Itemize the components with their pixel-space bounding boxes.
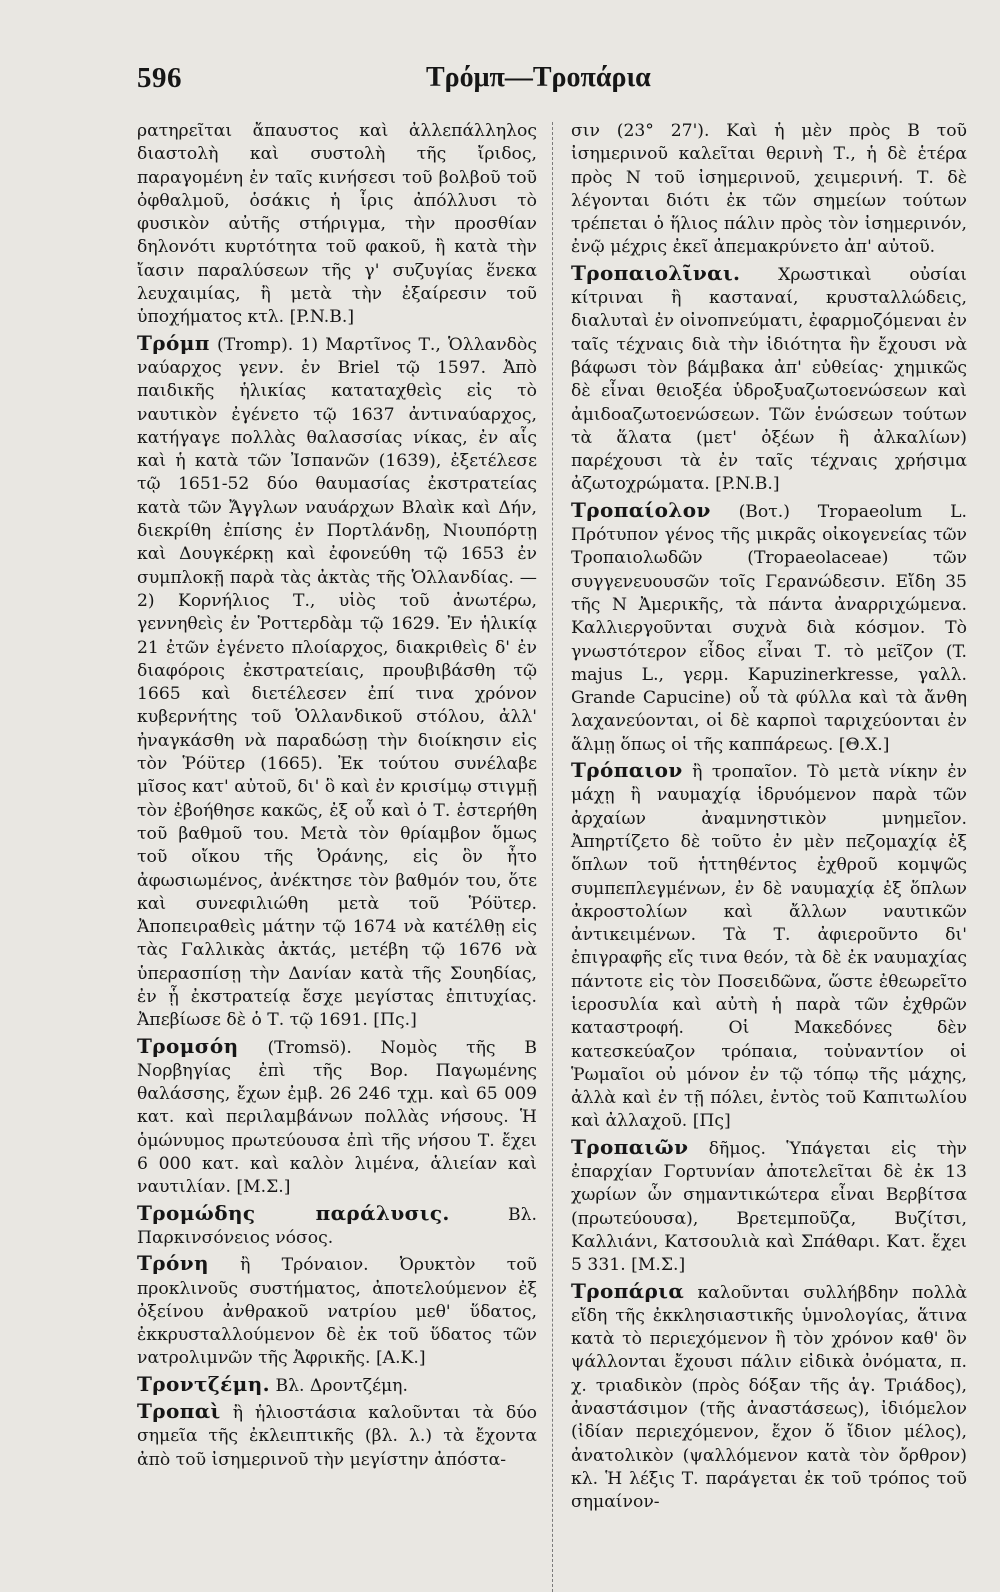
entry-tropaiolon xyxy=(571,499,967,757)
entry-trontzemi xyxy=(137,1373,537,1398)
entry-headword: Τροπαιῶν xyxy=(571,1134,689,1159)
entry-headword: Τρόπαιον xyxy=(571,758,683,783)
entry-tromso xyxy=(137,1035,537,1200)
entry-headword: Τρομσόη xyxy=(137,1033,239,1058)
entry-text: Βλ. Παρκινσόνειος νόσος. xyxy=(137,1204,538,1248)
entry-headword: Τρόμπ xyxy=(137,330,210,355)
entry-text: δῆμος. Ὑπάγεται εἰς τὴν ἐπαρχίαν Γορτυνίαν ἀποτελεῖται δὲ ἐκ 13 χωρίων ὧν σημαντικώτερα εἶναι Βερβίτσα (πρωτεύουσα), Βρετεμποῦζα, Βυζίτσι, Καλλιάνι, Κατσουλιὰ καὶ Σπάθαρι. Κατ. ἔχει 5 331. [Μ.Σ.] xyxy=(571,1138,967,1276)
entry-headword: Τροπαὶ xyxy=(137,1399,221,1424)
entry-text: ρατηρεῖται ἄπαυστος καὶ ἀλλεπάλληλος διαστολὴ καὶ συστολὴ τῆς ἴριδος, παραγομένη ἐν ταῖς κινήσεσι τοῦ βολβοῦ τοῦ ὀφθαλμοῦ, ὁσάκις ἡ ἶρις ἀπόλλυσι τὸ φυσικὸν αὐτῆς στήριγμα, τὴν προσθίαν δηλονότι κυρτότητα τοῦ φακοῦ, ἢ κατὰ τὴν ἴασιν παραλύσεων τῆς γ' συζυγίας ἕνεκα λευχαιμίας, ἢ μετὰ τὴν ἐξαίρεσιν τοῦ ὑποχήματος κτλ. [P.N.B.] xyxy=(137,121,537,328)
entry-text: καλοῦνται συλλήβδην πολλὰ εἴδη τῆς ἐκκλησιαστικῆς ὑμνολογίας, ἅτινα κατὰ τὸ περιεχόμενον ἢ τὸν χρόνον καθ' ὃν ψάλλονται ἔχουσι πάλιν εἰδικὰ ὀνόματα, π. χ. τριαδικὸν (πρὸς δόξαν τῆς ἁγ. Τριάδος), ἀναστάσιμον (τῆς ἀναστάσεως), ἰδιόμελον (ἰδίαν περιεχόμενον, ἔχον ὅ ἴδιον μέλος), ἀνατολικὸν (ψαλλόμενον κατὰ τὸν ὄρθρον) κλ. Ἡ λέξις Τ. παράγεται ἐκ τοῦ τρόπος τοῦ σημαίνον- xyxy=(571,1282,967,1513)
entry-text: ἢ τροπαῖον. Τὸ μετὰ νίκην ἐν μάχῃ ἢ ναυμαχίᾳ ἱδρυόμενον παρὰ τῶν ἀρχαίων ἀναμνηστικὸν μνημεῖον. Ἀπηρτίζετο δὲ τοῦτο ἐν μὲν πεζομαχίᾳ ἐξ ὅπλων τοῦ ἡττηθέντος ἐχθροῦ κομψῶς συμπεπλεγμένων, ἐν δὲ ναυμαχίᾳ ἐξ ὅπλων ἀκροστολίων καὶ ἄλλων ναυτικῶν ἀντικειμένων. Τὰ Τ. ἀφιεροῦντο δι' ἐπιγραφῆς εἴς τινα θεόν, τὰ δὲ ἐκ ναυμαχίας πάντοτε εἰς τὸν Ποσειδῶνα, ὥστε ἐθεωρεῖτο ἱεροσυλία καὶ αὐτὴ ἡ παρὰ τῶν ἐχθρῶν καταστροφή. Οἱ Μακεδόνες δὲν κατεσκεύαζον τρόπαια, τοὐναντίον οἱ Ῥωμαῖοι οὐ μόνον ἐν τῷ τόπῳ τῆς μάχης, ἀλλὰ καὶ ἐν τῇ πόλει, ἐντὸς τοῦ Καπιτωλίου καὶ ἀλλαχοῦ. [Πς] xyxy=(571,762,968,1132)
entry-troni xyxy=(137,1252,537,1370)
entry-headword: Τροπάρια xyxy=(571,1278,685,1303)
left-column xyxy=(137,118,537,1474)
running-head: Τρόμπ—Τροπάρια xyxy=(426,62,651,93)
entry-text: (Tromp). 1) Μαρτῖνος Τ., Ὁλλανδὸς ναύαρχος γενν. ἐν Briel τῷ 1597. Ἀπὸ παιδικῆς ἡλικίας καταταχθεὶς εἰς τὸ ναυτικὸν ἐγένετο τῷ 1637 ἀντιναύαρχος, κατήγαγε πολλὰς θαλασσίας νίκας, ἐν αἷς καὶ ἡ κατὰ τῶν Ἰσπανῶν (1639), ἐξετέλεσε τῷ 1651-52 δύο θαυμασίας ἐκστρατείας κατὰ τῶν Ἄγγλων ναυάρχων Βλαὶκ καὶ Δήν, διεκρίθη ἐπίσης ἐν Πορτλάνδῃ, Νιουπόρτῃ καὶ Δουγκέρκῃ καὶ ἐφονεύθη τῷ 1653 ἐν συμπλοκῇ παρὰ τὰς ἀκτὰς τῆς Ὁλλανδίας. — 2) Κορνήλιος Τ., υἱὸς τοῦ ἀνωτέρω, γεννηθεὶς ἐν Ῥοττερδὰμ τῷ 1629. Ἐν ἡλικίᾳ 21 ἐτῶν ἐγένετο πλοίαρχος, διακριθεὶς δ' ἐν διαφόροις ἐκστρατείαις, προυβιβάσθη τῷ 1665 καὶ διετέλεσεν ἐπί τινα χρόνον κυβερνήτης τοῦ Ὁλλανδικοῦ στόλου, ἀλλ' ἠναγκάσθη νὰ παραδώσῃ τὴν διοίκησιν εἰς τὸν Ῥόϋτερ (1665). Ἐκ τούτου συνέλαβε μῖσος κατ' αὐτοῦ, δι' ὃ καὶ ἐν κρισίμῳ στιγμῇ τὸν ἐβοήθησε κακῶς, ἐξ οὗ καὶ ὁ Τ. ἐστερήθη τοῦ βαθμοῦ του. Μετὰ τὸν θρίαμβον ὅμως τοῦ οἴκου τῆς Ὀράνης, εἰς ὃν ἦτο ἀφωσιωμένος, ἀνέκτησε τὸν βαθμόν του, ὅτε καὶ συνεφιλιώθη μετὰ τοῦ Ῥόϋτερ. Ἀποπειραθεὶς μάτην τῷ 1674 νὰ κατέλθῃ εἰς τὰς Γαλλικὰς ἀκτάς, μετέβη τῷ 1676 νὰ ὑπερασπίσῃ τὴν Δανίαν κατὰ τῆς Σουηδίας, ἐν ᾗ ἐκστρατείᾳ ἔσχε μεγίστας ἐπιτυχίας. Ἀπεβίωσε δὲ ὁ Τ. τῷ 1691. [Πς.] xyxy=(137,334,537,1031)
entry-headword: Τροπαίολον xyxy=(571,497,711,522)
entry-text: ἢ ἡλιοστάσια καλοῦνται τὰ δύο σημεῖα τῆς ἐκλειπτικῆς (βλ. λ.) τὰ ἔχοντα ἀπὸ τοῦ ἰσημερινοῦ τὴν μεγίστην ἀπόστα- xyxy=(137,1403,537,1470)
right-column xyxy=(571,118,967,1517)
entry-headword: Τρόνη xyxy=(137,1251,209,1276)
entry-tromodis-paralysis xyxy=(137,1202,537,1251)
entry-continuation-left xyxy=(137,118,537,330)
entry-headword: Τροπαιολῖναι. xyxy=(571,260,741,285)
entry-troparia xyxy=(571,1280,967,1515)
entry-text: σιν (23° 27'). Καὶ ἡ μὲν πρὸς Β τοῦ ἰσημερινοῦ καλεῖται θερινὴ Τ., ἡ δὲ ἑτέρα πρὸς Ν τοῦ ἰσημερινοῦ, χειμερινή. Τ. δὲ λέγονται διότι ἐκ τῶν σημείων τούτων τρέπεται ὁ ἥλιος πάλιν πρὸς τὸν ἰσημερινόν, ἐνῷ μέχρις ἐκεῖ ἀπεμακρύνετο ἀπ' αὐτοῦ. xyxy=(571,121,967,258)
entry-tromp xyxy=(137,332,537,1033)
entry-text: Βλ. Δροντζέμη. xyxy=(275,1375,408,1396)
entry-continuation-right xyxy=(571,118,967,260)
entry-text: Χρωστικαὶ οὐσίαι κίτριναι ἢ κασταναί, κρυσταλλώδεις, διαλυταὶ ἐν οἰνοπνεύματι, ἐφαρμοζόμεναι ἐν ταῖς τέχναις διὰ τὴν ἰδιότητα ἣν ἔχουσι νὰ βάφωσι τὸν βάμβακα ἀπ' εὐθείας· χημικῶς δὲ εἶναι θειοξέα ὑδροξυαζωτοενώσεων καὶ ἀμιδοαζωτοενώσεων. Τῶν ἑνώσεων τούτων τὰ ἅλατα (μετ' ὀξέων ἢ ἀλκαλίων) παρέχουσι τὰ ἐν ταῖς τέχναις χρήσιμα ἀζωτοχρώματα. [P.N.B.] xyxy=(571,264,967,495)
entry-headword: Τροντζέμη. xyxy=(137,1371,271,1396)
column-divider xyxy=(552,122,553,1592)
entry-text: (Tromsö). Νομὸς τῆς Β Νορβηγίας ἐπὶ τῆς Βορ. Παγωμένης θαλάσσης, ἔχων ἐμβ. 26 246 τχμ. καὶ 65 009 κατ. καὶ περιλαμβάνων πολλὰς νήσους. Ἡ ὁμώνυμος πρωτεύουσα ἐπὶ τῆς νήσου Τ. ἔχει 6 000 κατ. καὶ καλὸν λιμένα, ἁλιείαν καὶ ναυτιλίαν. [Μ.Σ.] xyxy=(137,1037,537,1198)
entry-text: (Βοτ.) Tropaeolum L. Πρότυπον γένος τῆς μικρᾶς οἰκογενείας τῶν Τροπαιολωδῶν (Tropaeolaceae) τῶν συγγενευουσῶν τοῖς Γερανώδεσιν. Εἴδη 35 τῆς Ν Ἀμερικῆς, τὰ πάντα ἀναρριχώμενα. Καλλιεργοῦνται συχνὰ διὰ κόσμον. Τὸ γνωστότερον εἶδος εἶναι Τ. τὸ μεῖζον (T. majus L., γερμ. Kapuzinerkresse, γαλλ. Grande Capucine) οὗ τὰ φύλλα καὶ τὰ ἄνθη λαχανεύονται, οἱ δὲ καρποὶ ταριχεύονται ἐν ἅλμῃ ὅπως οἱ τῆς καππάρεως. [Θ.Χ.] xyxy=(571,501,967,755)
entry-tropaion xyxy=(571,759,967,1134)
entry-tropaion-dimos xyxy=(571,1136,967,1278)
page-number: 596 xyxy=(137,62,182,94)
entry-tropaiolinai xyxy=(571,262,967,497)
entry-text: ἢ Τρόναιον. Ὀρυκτὸν τοῦ προκλινοῦς συστήματος, ἀποτελούμενον ἐξ ὀξείνου ἀνθρακοῦ νατρίου μεθ' ὕδατος, ἐκκρυσταλλούμενον δὲ ἐκ τοῦ ὕδατος τῶν νατρολιμνῶν τῆς Ἀφρικῆς. [Α.Κ.] xyxy=(137,1255,538,1369)
entry-headword: Τρομώδης παράλυσις. xyxy=(137,1200,450,1225)
entry-tropai xyxy=(137,1400,537,1472)
